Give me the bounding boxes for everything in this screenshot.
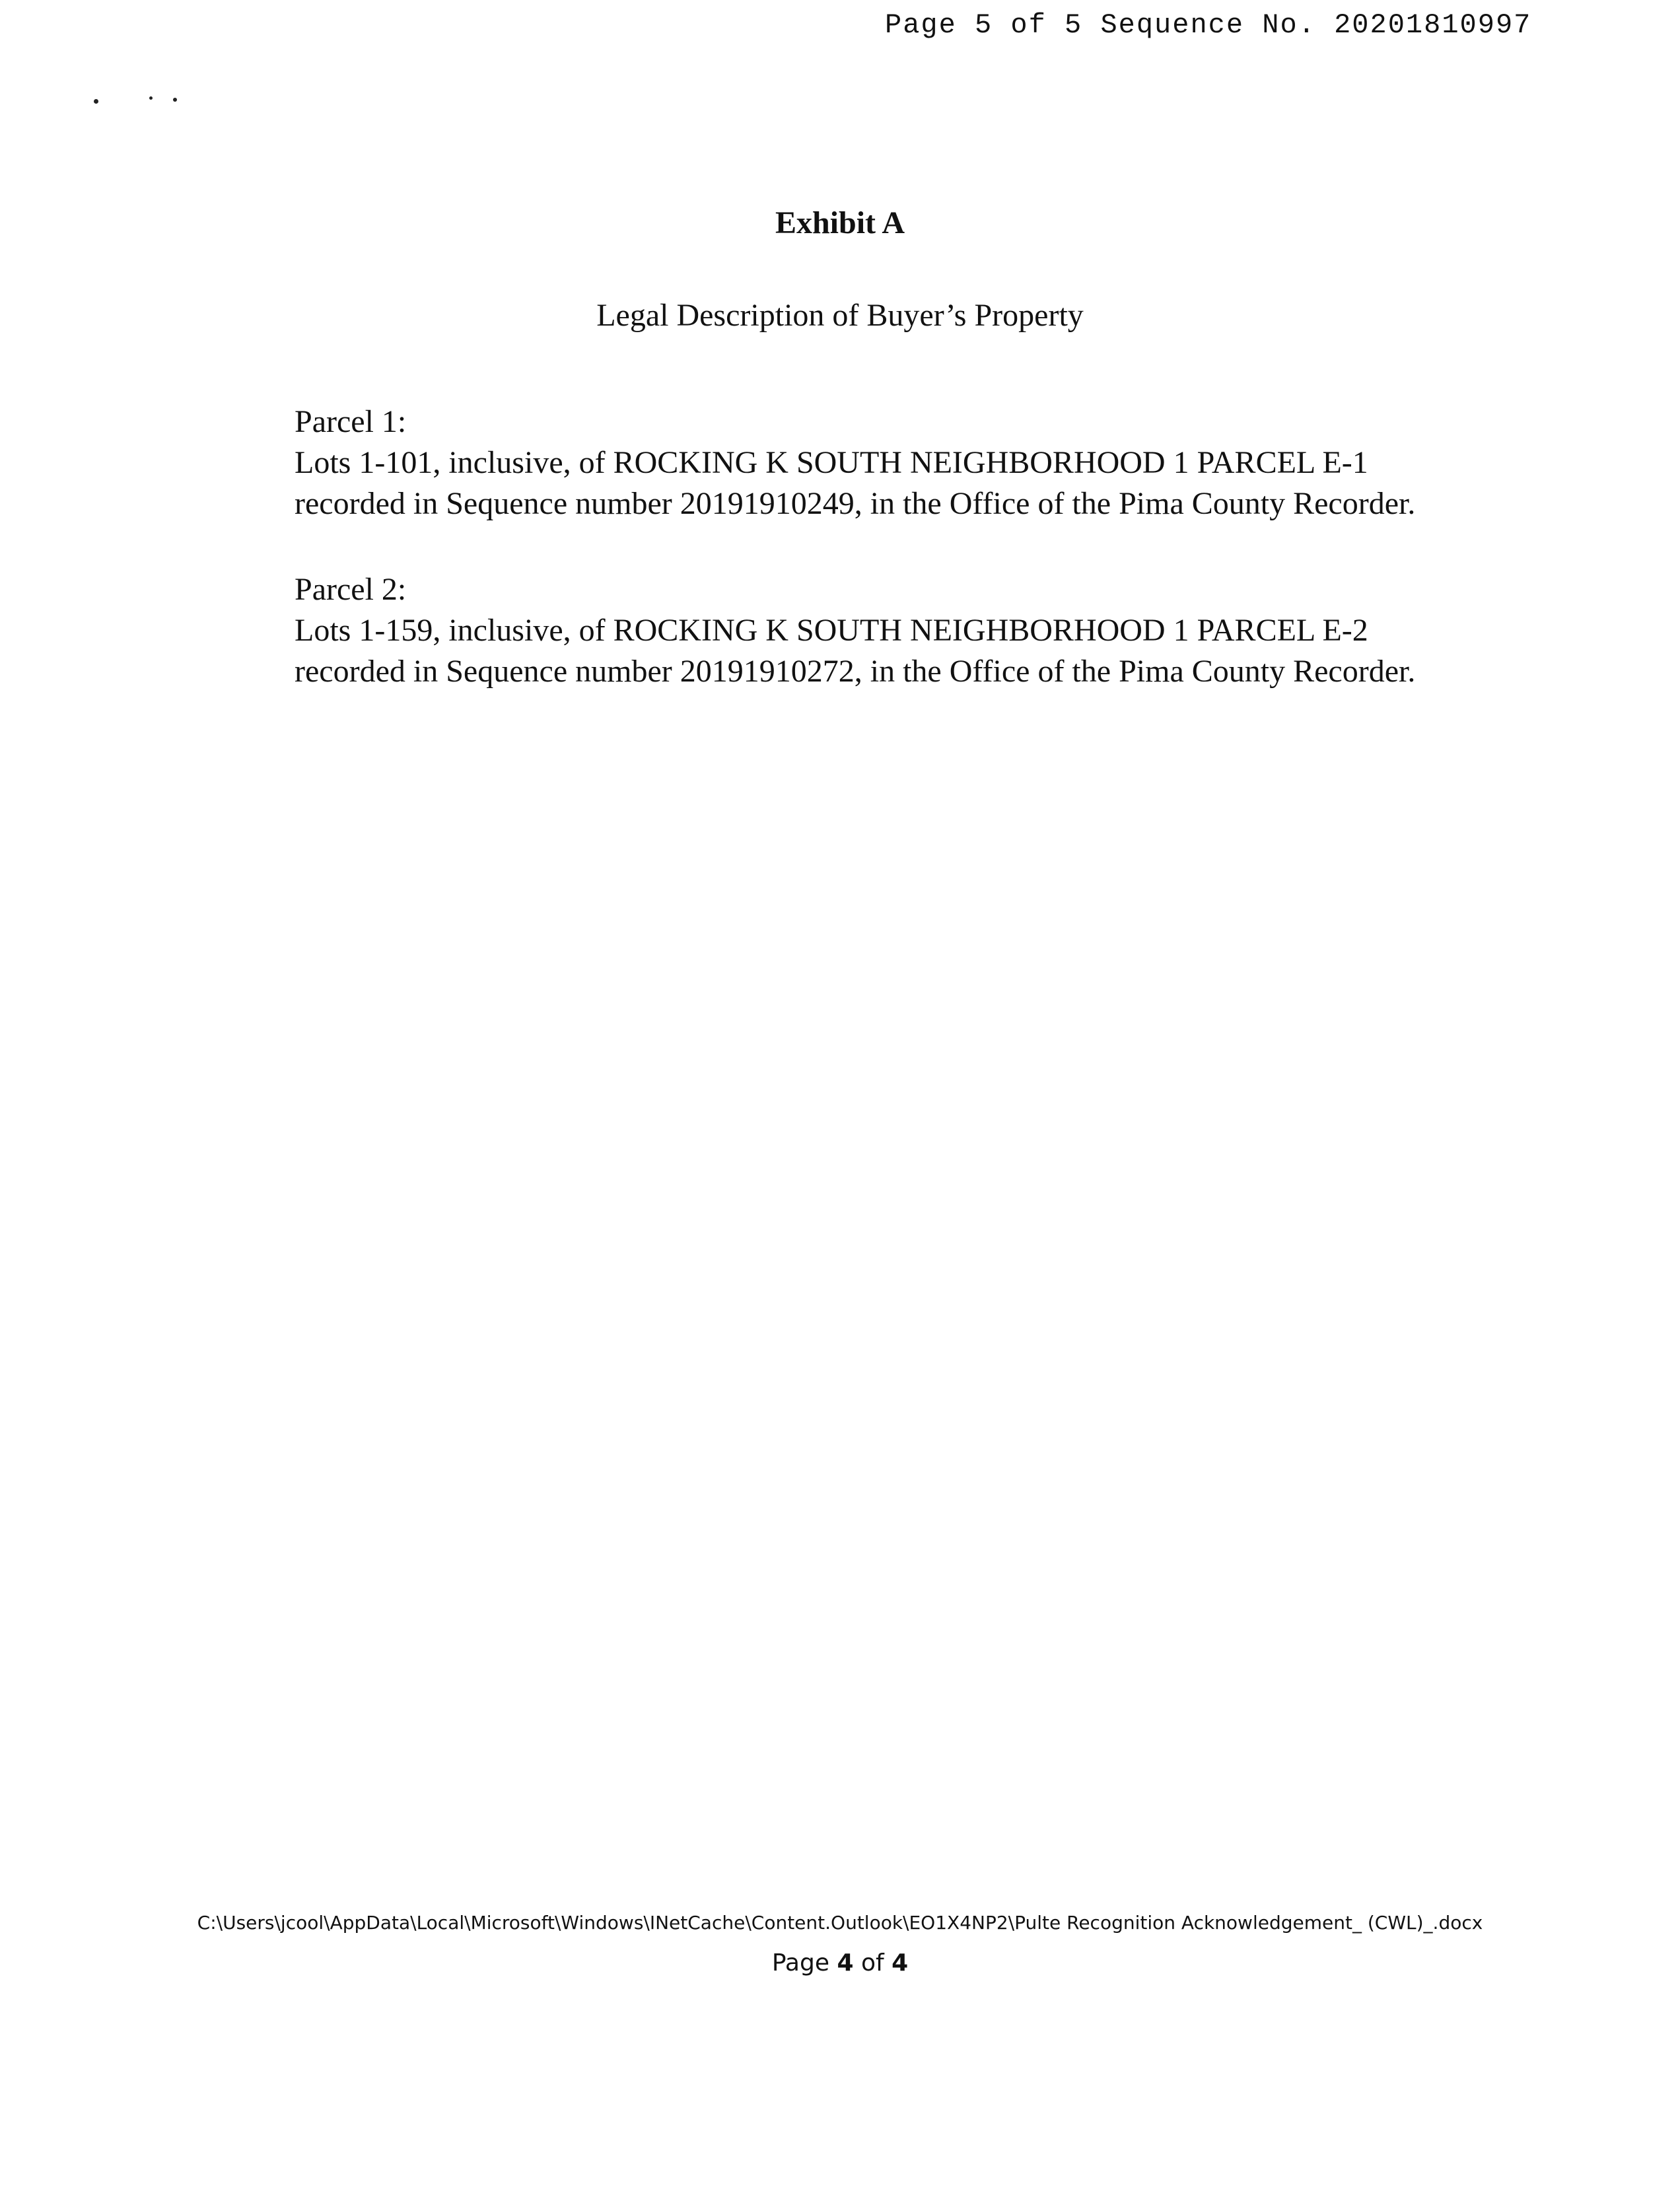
parcel-description-line: Lots 1-159, inclusive, of ROCKING K SOUTH NEIGHBORHOOD 1 PARCEL E-2 (295, 613, 1368, 648)
page-of: of (860, 1949, 884, 1977)
scan-speck (149, 96, 153, 100)
parcel-description-line: Lots 1-101, inclusive, of ROCKING K SOUTH NEIGHBORHOOD 1 PARCEL E-1 (295, 445, 1368, 480)
page-prefix: Page (771, 1949, 829, 1977)
parcel-heading: Parcel 2: (295, 572, 407, 607)
footer-file-path: C:\Users\jcool\AppData\Local\Microsoft\Windows\INetCache\Content.Outlook\EO1X4NP2\Pulte Recognition Acknowledgement_ (CWL)_.docx (197, 1912, 1483, 1934)
exhibit-title: Exhibit A (775, 205, 905, 240)
parcel-2 (295, 569, 1549, 692)
scan-speck (94, 99, 98, 104)
page-total: 4 (892, 1949, 909, 1977)
scan-speck (173, 98, 177, 102)
footer-page-number (0, 1949, 1680, 1977)
parcel-description-line: recorded in Sequence number 20191910272, in the Office of the Pima County Recorder. (295, 654, 1416, 689)
recording-stamp: Page 5 of 5 Sequence No. 20201810997 (885, 9, 1532, 41)
exhibit-subtitle: Legal Description of Buyer’s Property (596, 298, 1084, 333)
parcel-1 (295, 402, 1549, 524)
parcel-description-line: recorded in Sequence number 20191910249, in the Office of the Pima County Recorder. (295, 486, 1416, 521)
parcel-heading: Parcel 1: (295, 404, 407, 439)
page-number: 4 (837, 1949, 854, 1977)
